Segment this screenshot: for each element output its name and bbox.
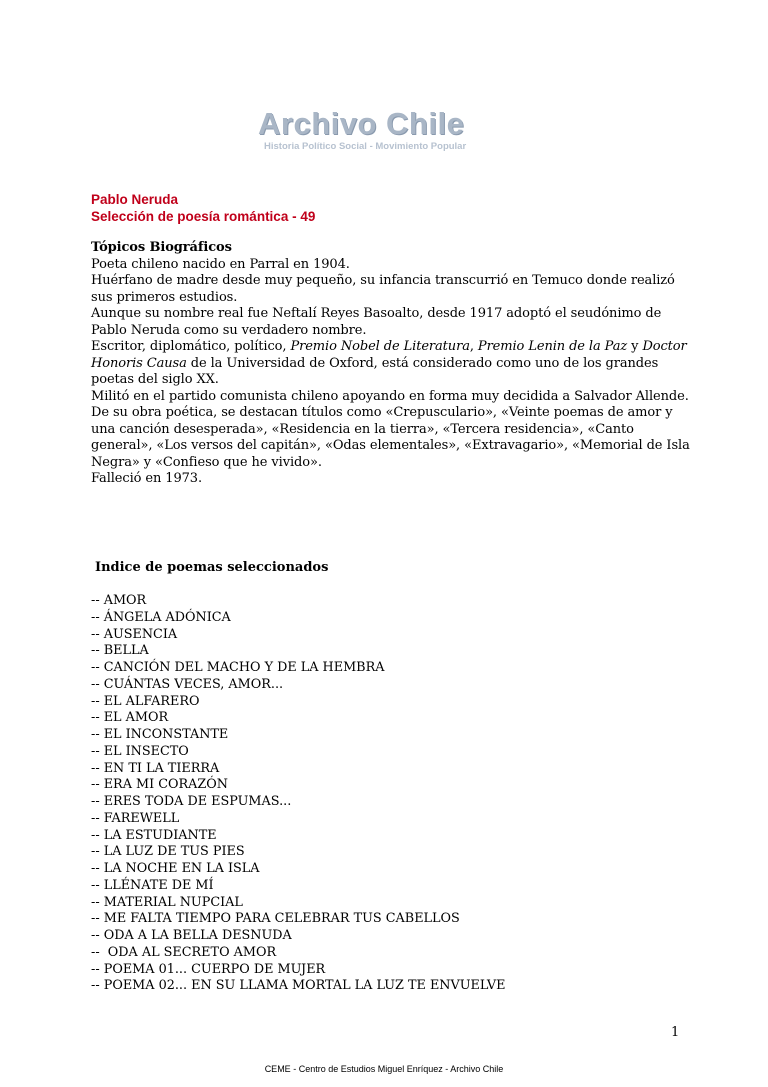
poem-item: -- MATERIAL NUPCIAL [91,894,243,910]
index-title: Indice de poemas seleccionados [95,560,329,575]
poem-item: -- AUSENCIA [91,626,178,642]
poem-item: -- ERA MI CORAZÓN [91,777,228,793]
bio-paragraph: Militó en el partido comunista chileno apoyando en forma muy decidida a Salvador Allende. [91,388,689,404]
poem-item: -- POEMA 02... EN SU LLAMA MORTAL LA LUZ TE ENVUELVE [91,978,506,994]
poem-item: -- LA LUZ DE TUS PIES [91,844,245,860]
poem-item: -- LA ESTUDIANTE [91,827,217,843]
document-header [91,191,315,225]
logo-title: Archivo Chile [258,106,465,141]
poem-item: -- ODA AL SECRETO AMOR [91,944,277,960]
poem-item: -- CUÁNTAS VECES, AMOR... [91,676,284,692]
poem-index-list [91,593,505,995]
bio-text: Escritor, diplomático, político, [91,339,291,354]
bio-paragraph: De su obra poética, se destacan títulos como «Crepusculario», «Veinte poemas de amor y una canción desesperada», «Residencia en la tierra», «Tercera residencia», «Canto general», «Los versos del capitán», «Odas elementales», «Extravagario», «Memorial de Isla Negra» y «Confieso que he vivido». [91,405,690,470]
bio-text: de la Universidad de Oxford, está considerado como uno de los grandes poetas del siglo XX. [91,355,659,387]
bio-paragraph: Poeta chileno nacido en Parral en 1904. [91,256,350,272]
bio-paragraph: Aunque su nombre real fue Neftalí Reyes Basoalto, desde 1917 adoptó el seudónimo de Pablo Neruda como su verdadero nombre. [91,306,662,338]
poem-item: -- ODA A LA BELLA DESNUDA [91,928,292,943]
bio-text: y [627,339,643,354]
poem-item: -- EL AMOR [91,710,169,726]
poem-item: -- POEMA 01... CUERPO DE MUJER [91,961,326,977]
logo-subtitle: Historia Político Social - Movimiento Popular [264,141,467,152]
poem-item: -- CANCIÓN DEL MACHO Y DE LA HEMBRA [91,660,385,675]
author-name: Pablo Neruda [91,192,179,207]
award-lenin: Premio Lenin de la Paz [477,339,628,354]
biography-section [91,240,691,488]
award-nobel: Premio Nobel de Literatura [290,339,470,354]
archivo-chile-logo [258,107,498,157]
poem-item: -- EL INCONSTANTE [91,727,229,742]
poem-item: -- EL INSECTO [91,743,189,759]
bio-paragraph: Huérfano de madre desde muy pequeño, su infancia transcurrió en Temuco donde realizó sus primeros estudios. [91,273,675,305]
page-number: 1 [671,1025,680,1040]
bio-paragraph [91,339,691,389]
bio-paragraph: Falleció en 1973. [91,471,203,486]
award-honoris: Doctor Honoris Causa [91,339,687,371]
page-footer: CEME - Centro de Estudios Miguel Enríquez - Archivo Chile [264,1064,504,1074]
poem-item: -- EN TI LA TIERRA [91,760,220,776]
poem-item: -- ÁNGELA ADÓNICA [91,609,231,625]
poem-item: -- LA NOCHE EN LA ISLA [91,861,260,876]
poem-item: -- ERES TODA DE ESPUMAS... [91,794,292,809]
poem-item: -- ME FALTA TIEMPO PARA CELEBRAR TUS CABELLOS [91,911,460,927]
collection-title: Selección de poesía romántica - 49 [91,209,316,224]
poem-item: -- AMOR [91,593,147,608]
poem-item: -- BELLA [91,643,149,659]
poem-item: -- EL ALFARERO [91,693,200,709]
bio-heading: Tópicos Biográficos [91,240,232,255]
poem-item: -- FAREWELL [91,810,180,826]
poem-item: -- LLÉNATE DE MÍ [91,877,214,893]
bio-text: , [469,339,478,354]
